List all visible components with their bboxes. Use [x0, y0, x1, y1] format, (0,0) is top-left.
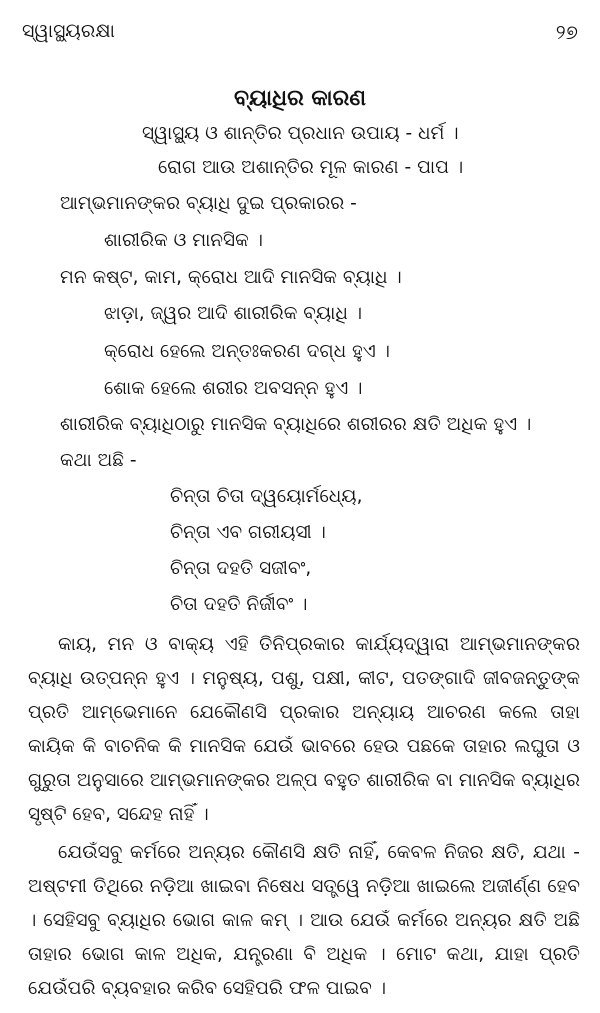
body-line: ଝାଡ଼ା, ଜ୍ୱର ଆଦି ଶାରୀରିକ ବ୍ୟାଧି ।: [104, 303, 363, 324]
paragraph: [28, 836, 580, 1006]
paragraph-text: କାୟ, ମନ ଓ ବାକ୍ୟ ଏହି ତିନିପ୍ରକାର କାର୍ଯ୍ୟଦ୍ୱାରା ଆମ୍ଭମାନଙ୍କର ବ୍ୟାଧି ଉତ୍ପନ୍ନ ହୁଏ । ମନୁଷ୍ୟ, ପଶୁ, ପକ୍ଷୀ, କୀଟ, ପତଙ୍ଗାଦି ଜୀବଜନ୍ତୁଙ୍କ ପ୍ରତି ଆମ୍ଭେମାନେ ଯେକୌଣସି ପ୍ରକାର ଅନ୍ୟାୟ ଆଚରଣ କଲେ ତାହା କାୟିକ କି ବାଚନିକ କି ମାନସିକ ଯେଉଁ ଭାବରେ ହେଉ ପଛକେ ତାହାର ଲଘୁତା ଓ ଗୁରୁତା ଅନୁସାରେ ଆମ୍ଭମାନଙ୍କର ଅଳ୍ପ ବହୁତ ଶାରୀରିକ ବା ମାନସିକ ବ୍ୟାଧିର ସୃଷ୍ଟି ହେବ, ସନ୍ଦେହ ନାହିଁ ।: [28, 634, 580, 825]
page-number: ୨୭: [555, 20, 578, 44]
verse-line: ଚିନ୍ତା ଏବ ଗରୀୟସୀ ।: [170, 522, 326, 543]
section-title: ବ୍ୟାଧିର କାରଣ: [234, 86, 366, 111]
body-line: ଶାରୀରିକ ବ୍ୟାଧିଠାରୁ ମାନସିକ ବ୍ୟାଧିରେ ଶରୀରର କ୍ଷତି ଅଧିକ ହୁଏ ।: [60, 414, 532, 435]
body-line: ମନ କଷ୍ଟ, କାମ, କ୍ରୋଧ ଆଦି ମାନସିକ ବ୍ୟାଧି ।: [60, 267, 402, 288]
body-line: ଆମ୍ଭମାନଙ୍କର ବ୍ୟାଧି ଦୁଇ ପ୍ରକାରର -: [60, 193, 357, 214]
motto-line: ସ୍ୱାସ୍ଥ୍ୟ ଓ ଶାନ୍ତିର ପ୍ରଧାନ ଉପାୟ - ଧର୍ମ ।: [142, 123, 459, 144]
verse-line: ଚିତା ଦହତି ନିର୍ଜୀବଂ ।: [170, 594, 308, 615]
body-line: କଥା ଅଛି -: [60, 450, 137, 471]
motto-line: ରୋଗ ଆଉ ଅଶାନ୍ତିର ମୂଳ କାରଣ - ପାପ ।: [158, 157, 464, 178]
body-line: ଶୋକ ହେଲେ ଶରୀର ଅବସନ୍ନ ହୁଏ ।: [104, 378, 363, 399]
body-line: କ୍ରୋଧ ହେଲେ ଅନ୍ତଃକରଣ ଦଗ୍ଧ ହୁଏ ।: [104, 341, 390, 362]
running-title: ସ୍ୱାସ୍ଥ୍ୟରକ୍ଷା: [22, 20, 115, 42]
verse-line: ଚିନ୍ତା ଚିତା ଦ୍ୱୟୋର୍ମଧ୍ୟେ,: [170, 486, 363, 507]
paragraph: [28, 628, 580, 832]
paragraph-text: ଯେଉଁସବୁ କର୍ମରେ ଅନ୍ୟର କୌଣସି କ୍ଷତି ନାହିଁ, କେବଳ ନିଜର କ୍ଷତି, ଯଥା - ଅଷ୍ଟମୀ ତିଥିରେ ନଡ଼ିଆ ଖାଇବା ନିଷେଧ ସତ୍ତ୍ୱେ ନଡ଼ିଆ ଖାଇଲେ ଅଜୀର୍ଣ୍ଣ ହେବ । ସେହିସବୁ ବ୍ୟାଧିର ଭୋଗ କାଳ କମ୍ । ଆଉ ଯେଉଁ କର୍ମରେ ଅନ୍ୟର କ୍ଷତି ଅଛି ତାହାର ଭୋଗ କାଳ ଅଧିକ, ଯନ୍ତ୍ରଣା ବି ଅଧିକ । ମୋଟ କଥା, ଯାହା ପ୍ରତି ଯେଉଁପରି ବ୍ୟବହାର କରିବ ସେହିପରି ଫଳ ପାଇବ ।: [28, 842, 580, 999]
verse-line: ଚିନ୍ତା ଦହତି ସଜୀବଂ,: [170, 558, 312, 579]
body-line: ଶାରୀରିକ ଓ ମାନସିକ ।: [104, 230, 263, 251]
